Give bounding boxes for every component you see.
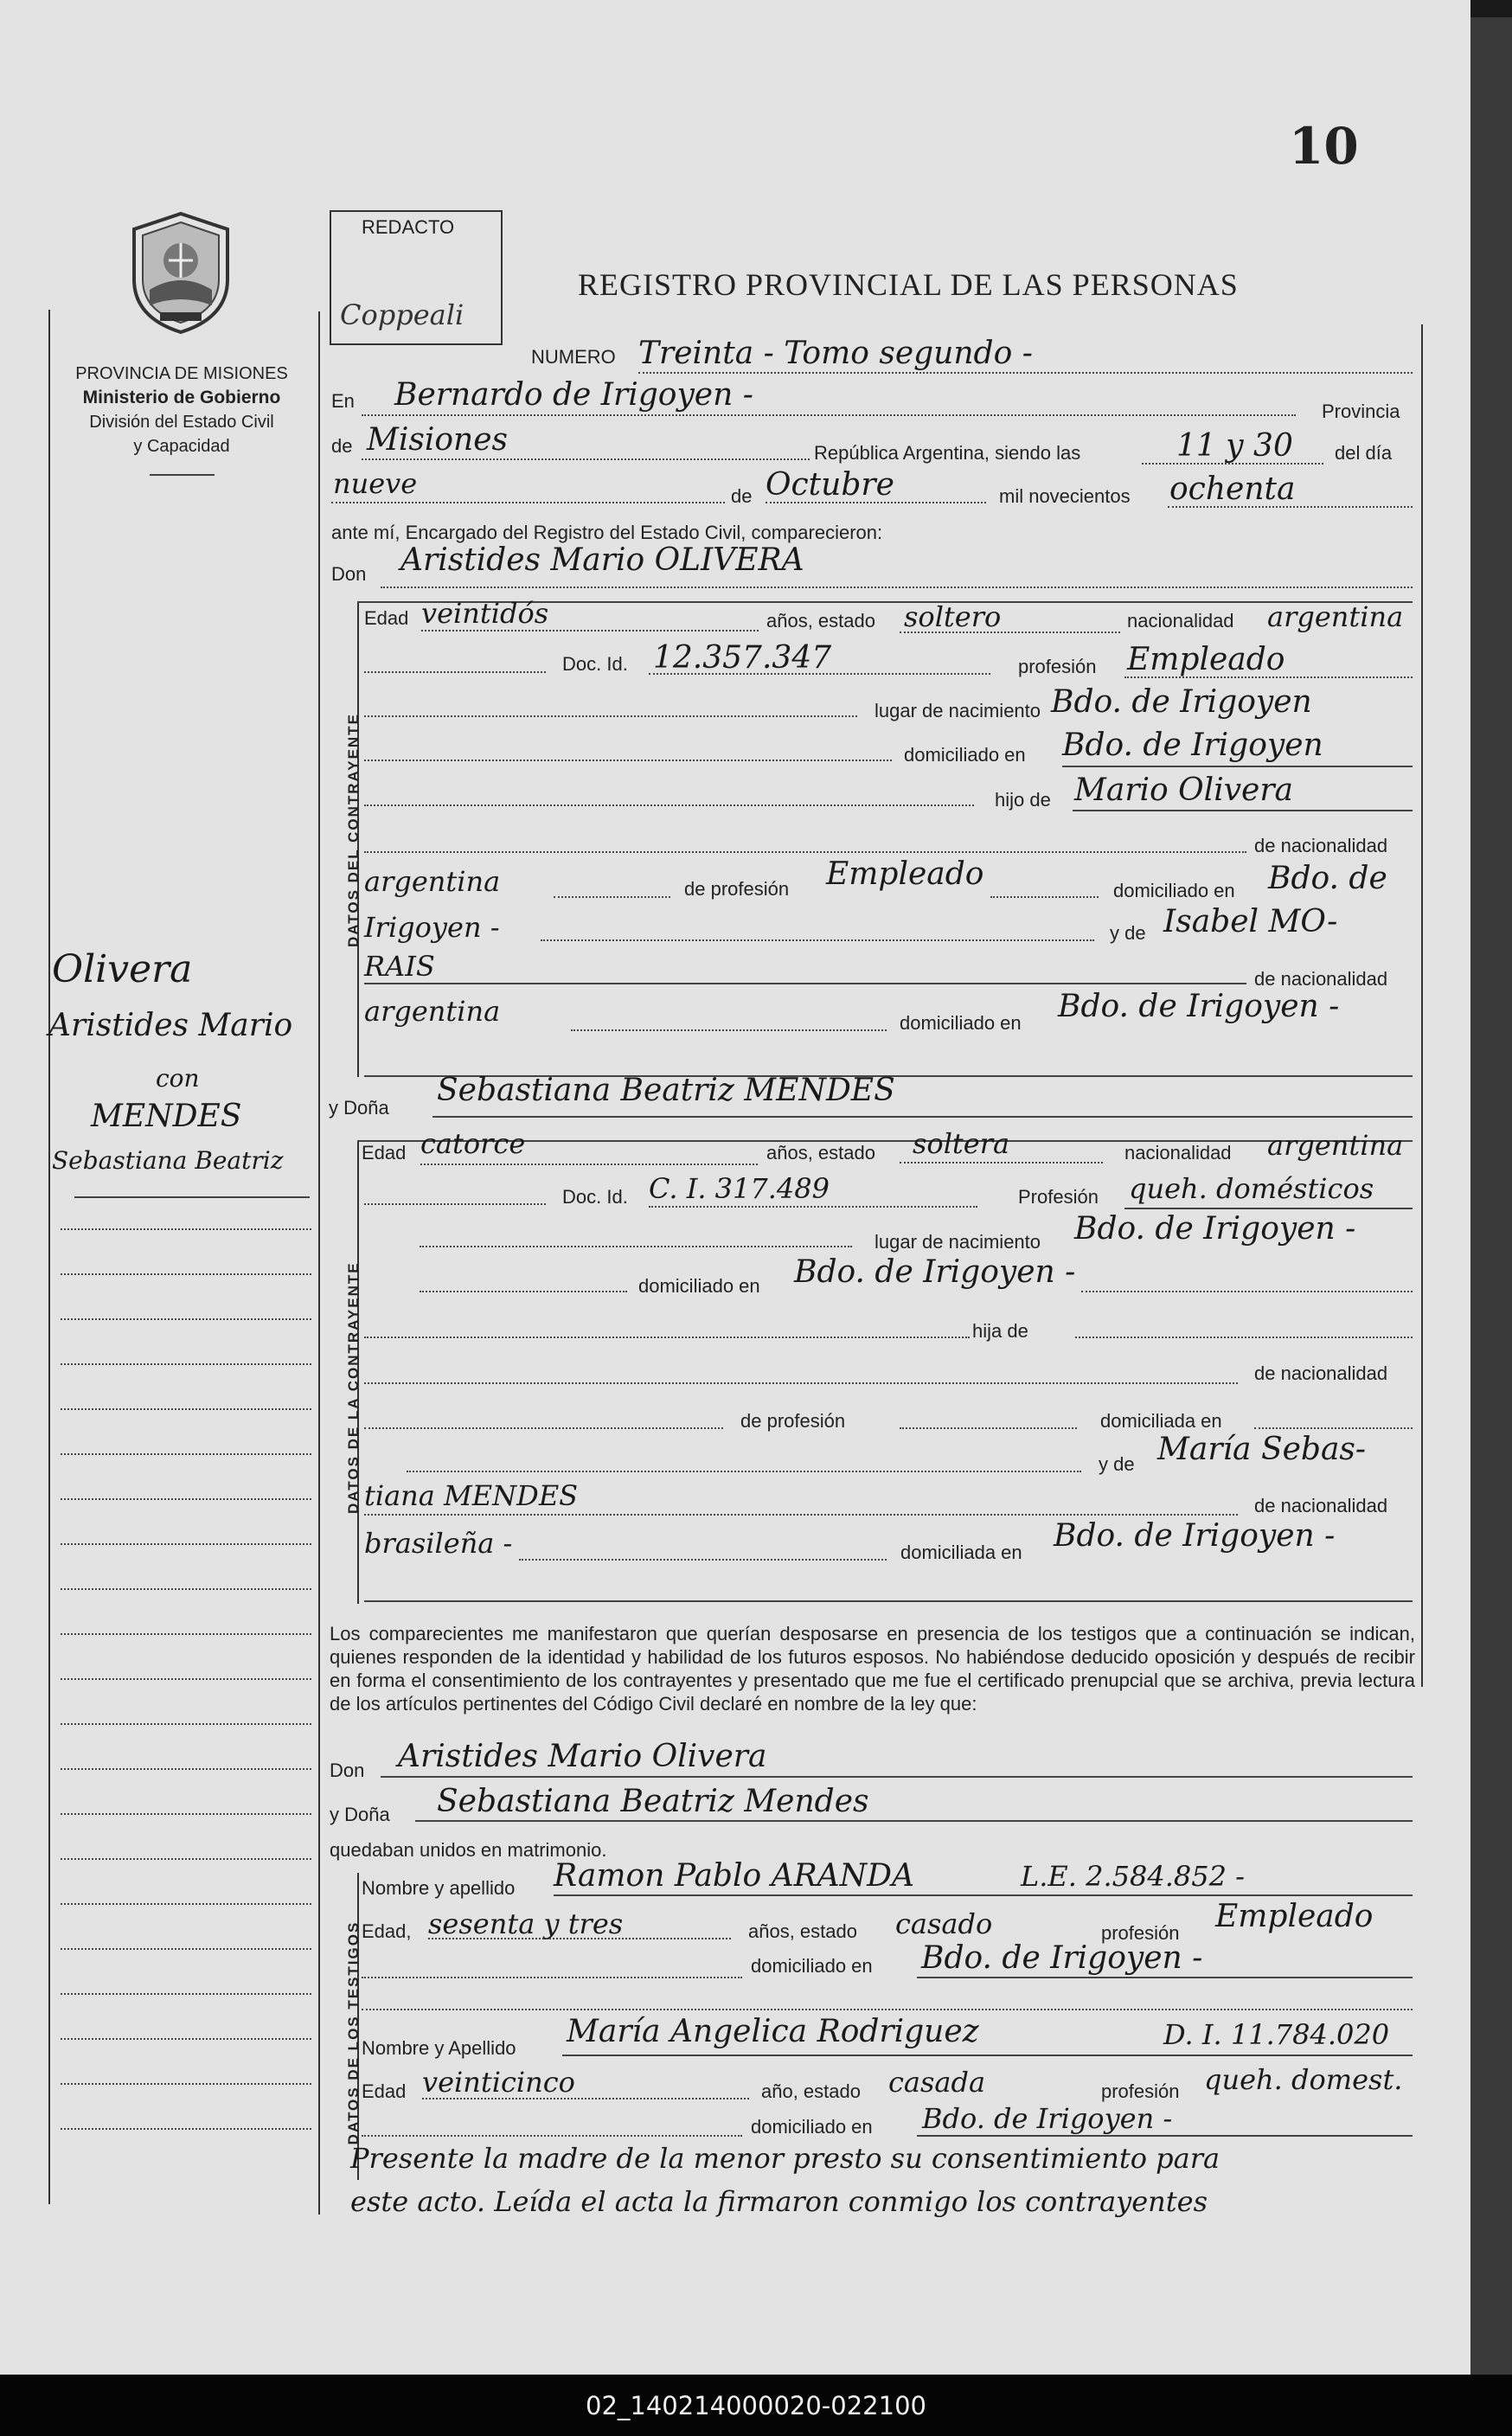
witness1-profesion-value: Empleado [1215, 1899, 1374, 1934]
margin-dotted-line [61, 1993, 311, 1995]
bride-padre-prof-line [900, 1427, 1077, 1429]
bride-padre-profesion-label: de profesión [740, 1410, 846, 1432]
left-column-divider [318, 311, 320, 2215]
bride-domicilio-label: domiciliado en [638, 1275, 760, 1297]
witness1-domicilio-label: domiciliado en [751, 1955, 873, 1977]
margin-groom-names: Aristides Mario [48, 1008, 293, 1043]
groom-estado-label: años, estado [766, 610, 875, 631]
witness1-edad-label: Edad, [362, 1920, 412, 1942]
bride-madre-y-de-label: y de [1099, 1453, 1135, 1475]
bride-madre-domicilio-label: domiciliada en [900, 1542, 1022, 1563]
bride-lugar-label: lugar de nacimiento [875, 1231, 1041, 1253]
margin-dotted-line [61, 1678, 311, 1680]
witness2-domicilio-label: domiciliado en [751, 2116, 873, 2138]
don-label: Don [331, 563, 367, 585]
org-line-1: PROVINCIA DE MISIONES [75, 364, 288, 383]
groom-profesion-value: Empleado [1127, 642, 1285, 677]
bride-edad-value: catorce [420, 1127, 526, 1160]
padre-nacionalidad-label: de nacionalidad [1254, 835, 1388, 856]
groom-estado-value: soltero [904, 600, 1002, 633]
final-don-line [381, 1776, 1413, 1778]
groom-section-label: DATOS DEL CONTRAYENTE [345, 713, 362, 947]
quedaban-unidos-text: quedaban unidos en matrimonio. [330, 1839, 607, 1861]
bride-block-bottom [364, 1600, 1413, 1602]
bride-nacionalidad-value: argentina [1267, 1129, 1404, 1162]
groom-name: Aristides Mario OLIVERA [400, 542, 804, 578]
bride-section-label: DATOS DE LA CONTRAYENTE [345, 1261, 362, 1514]
margin-dotted-line [61, 1318, 311, 1320]
groom-nacionalidad-label: nacionalidad [1127, 610, 1234, 631]
republica-label: República Argentina, siendo las [814, 442, 1081, 464]
bride-name: Sebastiana Beatriz MENDES [437, 1073, 895, 1108]
margin-dotted-line [61, 1633, 311, 1635]
province-seal-icon [125, 210, 236, 336]
bride-madre-domicilio-value: Bdo. de Irigoyen - [1054, 1518, 1336, 1554]
margin-dotted-line [61, 1588, 311, 1590]
madre-nacionalidad-label: de nacionalidad [1254, 968, 1388, 990]
witness1-name-line [554, 1894, 1413, 1896]
anio-value: ochenta [1169, 471, 1296, 507]
groom-lugar-label: lugar de nacimiento [875, 700, 1041, 721]
margin-dotted-line [61, 1903, 311, 1905]
anio-line [1168, 506, 1413, 508]
bride-madre-nac-line [364, 1514, 1238, 1516]
en-value: Bernardo de Irigoyen - [394, 377, 753, 413]
bride-padre-nac-label: de nacionalidad [1254, 1362, 1388, 1384]
org-line-3: División del Estado Civil [89, 413, 274, 432]
padre-nac-pre-line [364, 851, 1246, 853]
witness1-name: Ramon Pablo ARANDA [554, 1858, 915, 1894]
bride-domicilio-value: Bdo. de Irigoyen - [794, 1254, 1076, 1290]
witness2-edad-label: Edad [362, 2080, 407, 2102]
witness2-domicilio-line [917, 2135, 1413, 2137]
bride-name-line [432, 1116, 1413, 1118]
groom-edad-value: veintidós [421, 597, 549, 630]
en-label: En [331, 390, 355, 412]
groom-name-line [381, 587, 1413, 588]
bride-edad-line [420, 1164, 758, 1165]
hora-line [1142, 463, 1323, 465]
redacto-label: REDACTO [362, 216, 455, 238]
madre-y-de-label: y de [1110, 922, 1146, 944]
margin-dotted-line [61, 1228, 311, 1230]
bride-doc-pre-line [364, 1203, 546, 1205]
margin-surname: Olivera [52, 947, 193, 991]
bride-madre-nac2-line [519, 1559, 887, 1561]
en-line [362, 414, 1296, 416]
margin-dotted-line [61, 2083, 311, 2085]
madre-domicilio-value: Bdo. de Irigoyen - [1058, 989, 1340, 1024]
bride-padre-dom-line [1254, 1427, 1413, 1429]
margin-dotted-line [61, 1768, 311, 1770]
bride-padre-domicilio-label: domiciliada en [1100, 1410, 1222, 1432]
dia-value: nueve [333, 467, 418, 500]
groom-domicilio-value: Bdo. de Irigoyen [1062, 728, 1323, 763]
witness2-edad-value: veinticinco [422, 2066, 575, 2099]
de-mes-label: de [731, 485, 753, 507]
witness2-profesion-label: profesión [1101, 2080, 1180, 2102]
witness1-doc: L.E. 2.584.852 - [1021, 1860, 1245, 1893]
groom-dom-pre-line [364, 760, 892, 761]
groom-edad-label: Edad [364, 607, 409, 629]
madre-nacionalidad-value: argentina [364, 995, 501, 1028]
bride-profesion-line [1124, 1208, 1413, 1209]
heading-rule [150, 474, 215, 476]
bride-doc-line [649, 1206, 977, 1208]
groom-profesion-label: profesión [1018, 656, 1097, 677]
witness1-edad-value: sesenta y tres [428, 1907, 624, 1940]
bride-madre-value-1: María Sebas- [1157, 1432, 1367, 1467]
bride-madre-nacionalidad-value: brasileña - [364, 1527, 513, 1560]
final-dona-value: Sebastiana Beatriz Mendes [437, 1784, 869, 1819]
redacto-signature: Coppeali [340, 298, 464, 331]
margin-underline [74, 1196, 310, 1198]
bride-hija-line [1075, 1337, 1413, 1338]
madre-nac-line [571, 1029, 887, 1031]
groom-padre-pre-line [364, 805, 974, 806]
final-dona-label: y Doña [330, 1804, 390, 1825]
numero-line [638, 372, 1413, 374]
padre-profesion-label: de profesión [684, 878, 790, 900]
final-don-value: Aristides Mario Olivera [398, 1739, 767, 1774]
groom-profesion-line [1124, 676, 1413, 678]
page-number: 10 [1289, 117, 1359, 176]
right-border [1421, 324, 1423, 1687]
page-title: REGISTRO PROVINCIAL DE LAS PERSONAS [578, 267, 1239, 302]
witness2-doc: D. I. 11.784.020 [1163, 2018, 1390, 2051]
final-don-label: Don [330, 1760, 365, 1781]
witness-section-label: DATOS DE LOS TESTIGOS [345, 1920, 362, 2145]
margin-dotted-line [61, 1273, 311, 1275]
org-line-4: y Capacidad [133, 437, 230, 456]
bride-edad-label: Edad [362, 1142, 407, 1164]
organization-heading [39, 362, 324, 458]
groom-lugar-value: Bdo. de Irigoyen [1051, 684, 1312, 720]
witness2-name-line [562, 2055, 1413, 2056]
witness1-domicilio-value: Bdo. de Irigoyen - [921, 1940, 1203, 1976]
closing-note-line-2: este acto. Leída el acta la firmaron conmigo los contrayentes [350, 2185, 1208, 2218]
de-label: de [331, 435, 353, 457]
bride-madre-value-2: tiana MENDES [364, 1479, 579, 1512]
witness2-dom-pre-line [362, 2135, 742, 2137]
bride-lugar-value: Bdo. de Irigoyen - [1074, 1211, 1356, 1247]
bride-nacionalidad-label: nacionalidad [1124, 1142, 1232, 1164]
de-line [362, 458, 810, 460]
padre-domicilio-value-1: Bdo. de [1268, 861, 1387, 896]
bride-profesion-label: Profesión [1018, 1186, 1099, 1208]
padre-nac-line [554, 896, 670, 898]
dona-label: y Doña [329, 1097, 389, 1119]
mes-line [766, 502, 986, 503]
bride-estado-line [900, 1162, 1103, 1164]
witness-separator [362, 2009, 1413, 2010]
bride-doc-label: Doc. Id. [562, 1186, 628, 1208]
madre-pre-line [541, 939, 1094, 941]
final-dona-line [415, 1820, 1413, 1822]
margin-dotted-line [61, 1498, 311, 1500]
groom-nac-pre-line [364, 715, 857, 717]
mil-novecientos-label: mil novecientos [999, 485, 1131, 507]
witness1-edad-line [428, 1938, 731, 1939]
margin-con: con [156, 1064, 200, 1093]
bride-doc-value: C. I. 317.489 [649, 1172, 830, 1205]
margin-dotted-line [61, 1948, 311, 1950]
bride-dom-pre-line [420, 1291, 627, 1292]
numero-label: NUMERO [531, 346, 616, 368]
numero-value: Treinta - Tomo segundo - [638, 336, 1033, 371]
witness1-estado-label: años, estado [748, 1920, 857, 1942]
margin-dotted-line [61, 1543, 311, 1545]
witness1-name-label: Nombre y apellido [362, 1877, 516, 1899]
de-provincia-value: Misiones [367, 422, 509, 458]
groom-estado-line [900, 631, 1120, 633]
margin-dotted-line [61, 1363, 311, 1365]
org-line-2: Ministerio de Gobierno [82, 388, 281, 407]
witness2-name-label: Nombre y Apellido [362, 2037, 516, 2059]
witness2-domicilio-value: Bdo. de Irigoyen - [922, 2102, 1173, 2135]
witness1-estado-value: casado [895, 1907, 993, 1940]
padre-nacionalidad-value: argentina [364, 865, 501, 898]
provincia-label: Provincia [1322, 401, 1400, 422]
margin-dotted-line [61, 1408, 311, 1410]
margin-dotted-line [61, 1453, 311, 1455]
witness2-estado-value: casada [888, 2066, 986, 2099]
groom-domicilio-label: domiciliado en [904, 744, 1026, 766]
bride-profesion-value: queh. domésticos [1129, 1172, 1374, 1205]
bride-nac-pre-line [420, 1246, 852, 1247]
margin-dotted-line [61, 1858, 311, 1860]
madre-value-2: RAIS [364, 950, 435, 983]
margin-dotted-line [61, 1813, 311, 1815]
padre-domicilio-label: domiciliado en [1113, 880, 1235, 901]
bride-padre-prof-pre-line [364, 1427, 723, 1429]
margin-dotted-line [61, 2038, 311, 2040]
witness2-name: María Angelica Rodriguez [567, 2014, 979, 2049]
bride-madre-line [407, 1471, 1081, 1472]
padre-profesion-line [990, 896, 1099, 898]
closing-note-line-1: Presente la madre de la menor presto su consentimiento para [350, 2142, 1220, 2175]
groom-nacionalidad-value: argentina [1267, 600, 1404, 633]
padre-domicilio-value-2: Irigoyen - [364, 911, 500, 944]
mes-value: Octubre [766, 467, 894, 503]
margin-dotted-line [61, 1723, 311, 1725]
margin-dotted-line [61, 2128, 311, 2130]
witness1-domicilio-line [917, 1977, 1413, 1978]
bride-padre-nac-line [364, 1382, 1238, 1384]
ante-mi-text: ante mí, Encargado del Registro del Estado Civil, comparecieron: [331, 522, 883, 543]
bride-estado-value: soltera [913, 1127, 1010, 1160]
witness2-profesion-value: queh. domest. [1204, 2063, 1403, 2096]
hora-value: 11 y 30 [1176, 428, 1293, 464]
declaration-paragraph: Los comparecientes me manifestaron que querían desposarse en presencia de los testigos que a continuación se indican, quienes responden de la identidad y habilidad de los futuros esposos. No habiéndose deducido oposición y después de recibir en forma el consentimiento de los contrayentes y presentado que me fue el certificado prenupcial que se archiva, previa lectura de los artículos pertinentes del Código Civil declaré en nombre de la ley que: [330, 1623, 1415, 1715]
madre-domicilio-label: domiciliado en [900, 1012, 1022, 1034]
madre-line [364, 983, 1246, 984]
padre-profesion-value: Empleado [826, 856, 984, 892]
witness1-dom-pre-line [362, 1977, 742, 1978]
groom-doc-line [649, 673, 990, 675]
groom-padre-value: Mario Olivera [1074, 772, 1294, 808]
dia-line [331, 502, 725, 503]
margin-bride-names: Sebastiana Beatriz [52, 1146, 284, 1175]
groom-doc-pre-line [364, 671, 546, 673]
groom-edad-line [421, 630, 759, 631]
witness2-estado-label: año, estado [761, 2080, 861, 2102]
document-id: 02_140214000020-022100 [586, 2391, 926, 2420]
witness1-profesion-label: profesión [1101, 1922, 1180, 1944]
bride-hija-label: hija de [972, 1320, 1028, 1342]
groom-domicilio-line [1062, 766, 1413, 767]
groom-doc-label: Doc. Id. [562, 653, 628, 675]
book-edge [1470, 17, 1512, 2375]
left-column-border [48, 310, 50, 2204]
bride-estado-label: años, estado [766, 1142, 875, 1164]
bride-madre-nac-label: de nacionalidad [1254, 1495, 1388, 1516]
del-dia-label: del día [1335, 442, 1393, 464]
madre-value-1: Isabel MO- [1163, 904, 1338, 939]
bride-madre-pre-line [364, 1337, 970, 1338]
witness2-edad-line [422, 2098, 749, 2099]
bride-domicilio-line [1081, 1291, 1413, 1292]
groom-padre-line [1073, 810, 1413, 811]
groom-doc-value: 12.357.347 [653, 640, 832, 676]
margin-bride-surname: MENDES [91, 1099, 242, 1134]
groom-hijo-label: hijo de [995, 789, 1051, 811]
